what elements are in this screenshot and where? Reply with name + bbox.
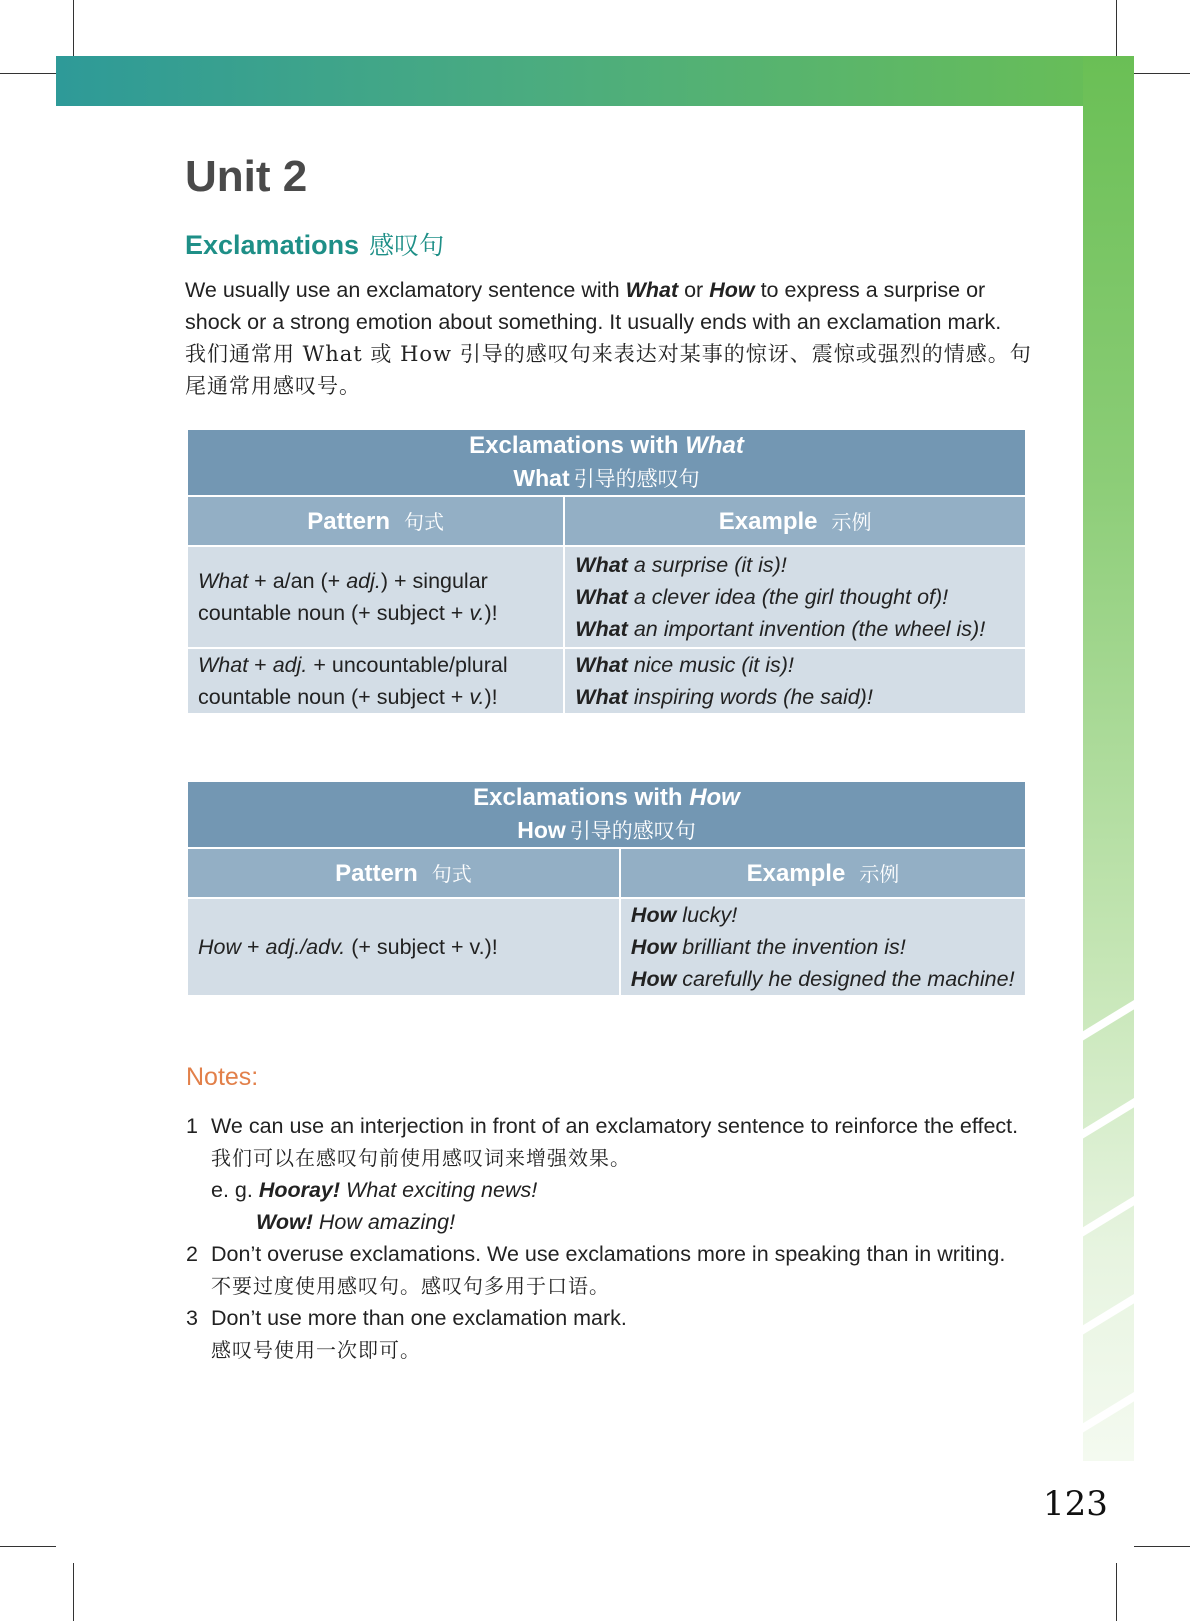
example-line xyxy=(631,963,1015,995)
pattern-text: + a/an (+ xyxy=(248,569,347,593)
example-cell xyxy=(564,648,1026,714)
intro-text: We usually use an exclamatory sentence with xyxy=(185,278,626,302)
example-line xyxy=(575,549,1015,581)
example-line xyxy=(631,931,1015,963)
caption-zh: 引导的感叹句 xyxy=(573,467,700,491)
note-number: 1 xyxy=(186,1114,198,1138)
pattern-term: adj. xyxy=(272,653,308,677)
crop-mark xyxy=(1116,1563,1117,1621)
pattern-cell xyxy=(187,546,564,648)
note-text: Don’t use more than one exclamation mark. xyxy=(211,1306,627,1330)
example-line xyxy=(575,681,1015,713)
notes-title: Notes: xyxy=(186,1063,259,1091)
pattern-term: adj./adv. xyxy=(265,935,346,959)
note-item xyxy=(186,1110,1036,1238)
intro-paragraph xyxy=(185,274,1035,402)
notes-list xyxy=(186,1110,1036,1366)
note-item xyxy=(186,1238,1036,1302)
example-label: e. g. xyxy=(211,1178,259,1202)
example-text: nice music (it is)! xyxy=(627,653,794,677)
caption-text: Exclamations with xyxy=(469,432,686,459)
crop-mark xyxy=(1134,1546,1190,1547)
pattern-header-label: Pattern xyxy=(335,860,418,887)
pattern-text: (+ subject + v.)! xyxy=(345,935,498,959)
pattern-text: + uncountable/plural countable noun (+ subject + xyxy=(198,653,508,709)
example-line xyxy=(575,613,1015,645)
example-text: How amazing! xyxy=(312,1210,456,1234)
example-keyword: How xyxy=(630,935,677,959)
table-row xyxy=(187,648,1026,714)
pattern-cell xyxy=(187,898,620,996)
note-example xyxy=(211,1206,1036,1238)
side-color-band xyxy=(1083,56,1134,1461)
example-text: a surprise (it is)! xyxy=(627,553,787,577)
example-keyword: What xyxy=(575,585,628,609)
example-header-zh: 示例 xyxy=(859,862,900,886)
pattern-term: adj. xyxy=(346,569,381,593)
section-title-zh: 感叹句 xyxy=(369,232,445,260)
caption-keyword: What xyxy=(685,432,744,459)
example-text: carefully he designed the machine! xyxy=(676,967,1015,991)
intro-keyword-what: What xyxy=(625,278,679,302)
table-row xyxy=(187,898,1026,996)
example-line xyxy=(631,899,1015,931)
note-item xyxy=(186,1302,1036,1366)
pattern-term: v. xyxy=(469,685,485,709)
pattern-keyword: What xyxy=(198,569,249,593)
caption-keyword: How xyxy=(689,784,740,811)
caption-zh-keyword: What xyxy=(513,465,570,491)
example-text: lucky! xyxy=(676,903,738,927)
note-example xyxy=(211,1174,1036,1206)
example-header-label: Example xyxy=(718,508,818,535)
table-caption xyxy=(187,781,1026,848)
example-column-header xyxy=(620,848,1026,898)
note-number: 2 xyxy=(186,1242,198,1266)
table-row xyxy=(187,546,1026,648)
caption-zh-keyword: How xyxy=(517,817,566,843)
example-text: an important invention (the wheel is)! xyxy=(627,617,986,641)
intro-keyword-how: How xyxy=(709,278,755,302)
example-cell xyxy=(620,898,1026,996)
pattern-header-zh: 句式 xyxy=(403,510,444,534)
crop-mark xyxy=(0,73,56,74)
pattern-column-header xyxy=(187,848,620,898)
pattern-header-label: Pattern xyxy=(307,508,390,535)
section-title-en: Exclamations xyxy=(185,230,360,260)
what-exclamations-table xyxy=(186,428,1027,715)
pattern-text: )! xyxy=(484,601,498,625)
intro-text: to express a surprise or shock or a strong emotion about something. It usually ends with an exclamation mark. xyxy=(185,278,1002,334)
intro-text: or xyxy=(678,278,710,302)
example-cell xyxy=(564,546,1026,648)
example-text: brilliant the invention is! xyxy=(676,935,906,959)
note-text-zh: 不要过度使用感叹句。感叹句多用于口语。 xyxy=(211,1274,610,1298)
unit-title: Unit 2 xyxy=(185,152,308,201)
example-keyword: What xyxy=(575,653,628,677)
example-line xyxy=(575,581,1015,613)
example-keyword: What xyxy=(575,617,628,641)
page-number: 123 xyxy=(1043,1484,1108,1524)
table-caption xyxy=(187,429,1026,496)
crop-mark xyxy=(73,0,74,56)
example-text: a clever idea (the girl thought of)! xyxy=(627,585,949,609)
example-header-label: Example xyxy=(746,860,846,887)
caption-text: Exclamations with xyxy=(473,784,690,811)
example-line xyxy=(575,649,1015,681)
pattern-header-zh: 句式 xyxy=(431,862,472,886)
pattern-term: v. xyxy=(469,601,485,625)
crop-mark xyxy=(1134,73,1190,74)
caption-zh: 引导的感叹句 xyxy=(569,819,696,843)
pattern-keyword: How xyxy=(198,935,242,959)
example-keyword: What xyxy=(575,553,628,577)
note-number: 3 xyxy=(186,1306,198,1330)
note-text: We can use an interjection in front of an exclamatory sentence to reinforce the effect. xyxy=(211,1114,1019,1138)
example-text: What exciting news! xyxy=(340,1178,538,1202)
interjection: Wow! xyxy=(256,1210,313,1234)
interjection: Hooray! xyxy=(258,1178,341,1202)
pattern-keyword: What xyxy=(198,653,249,677)
how-exclamations-table xyxy=(186,780,1027,997)
pattern-text: + xyxy=(241,935,266,959)
example-column-header xyxy=(564,496,1026,546)
pattern-text: )! xyxy=(484,685,498,709)
crop-mark xyxy=(73,1563,74,1621)
example-header-zh: 示例 xyxy=(831,510,872,534)
example-keyword: What xyxy=(575,685,628,709)
note-text: Don’t overuse exclamations. We use exclamations more in speaking than in writing. xyxy=(211,1242,1006,1266)
crop-mark xyxy=(0,1546,56,1547)
pattern-cell xyxy=(187,648,564,714)
crop-mark xyxy=(1116,0,1117,56)
note-text-zh: 我们可以在感叹句前使用感叹词来增强效果。 xyxy=(211,1146,631,1170)
section-title xyxy=(185,226,444,262)
example-keyword: How xyxy=(630,967,677,991)
pattern-text: ) + singular countable noun (+ subject + xyxy=(198,569,488,625)
pattern-text: + xyxy=(248,653,273,677)
intro-text-zh: 我们通常用 What 或 How 引导的感叹句来表达对某事的惊讶、震惊或强烈的情感。句尾通常用感叹号。 xyxy=(185,342,1032,398)
top-color-band xyxy=(56,56,1134,106)
example-text: inspiring words (he said)! xyxy=(627,685,873,709)
example-keyword: How xyxy=(630,903,677,927)
note-text-zh: 感叹号使用一次即可。 xyxy=(211,1338,421,1362)
pattern-column-header xyxy=(187,496,564,546)
